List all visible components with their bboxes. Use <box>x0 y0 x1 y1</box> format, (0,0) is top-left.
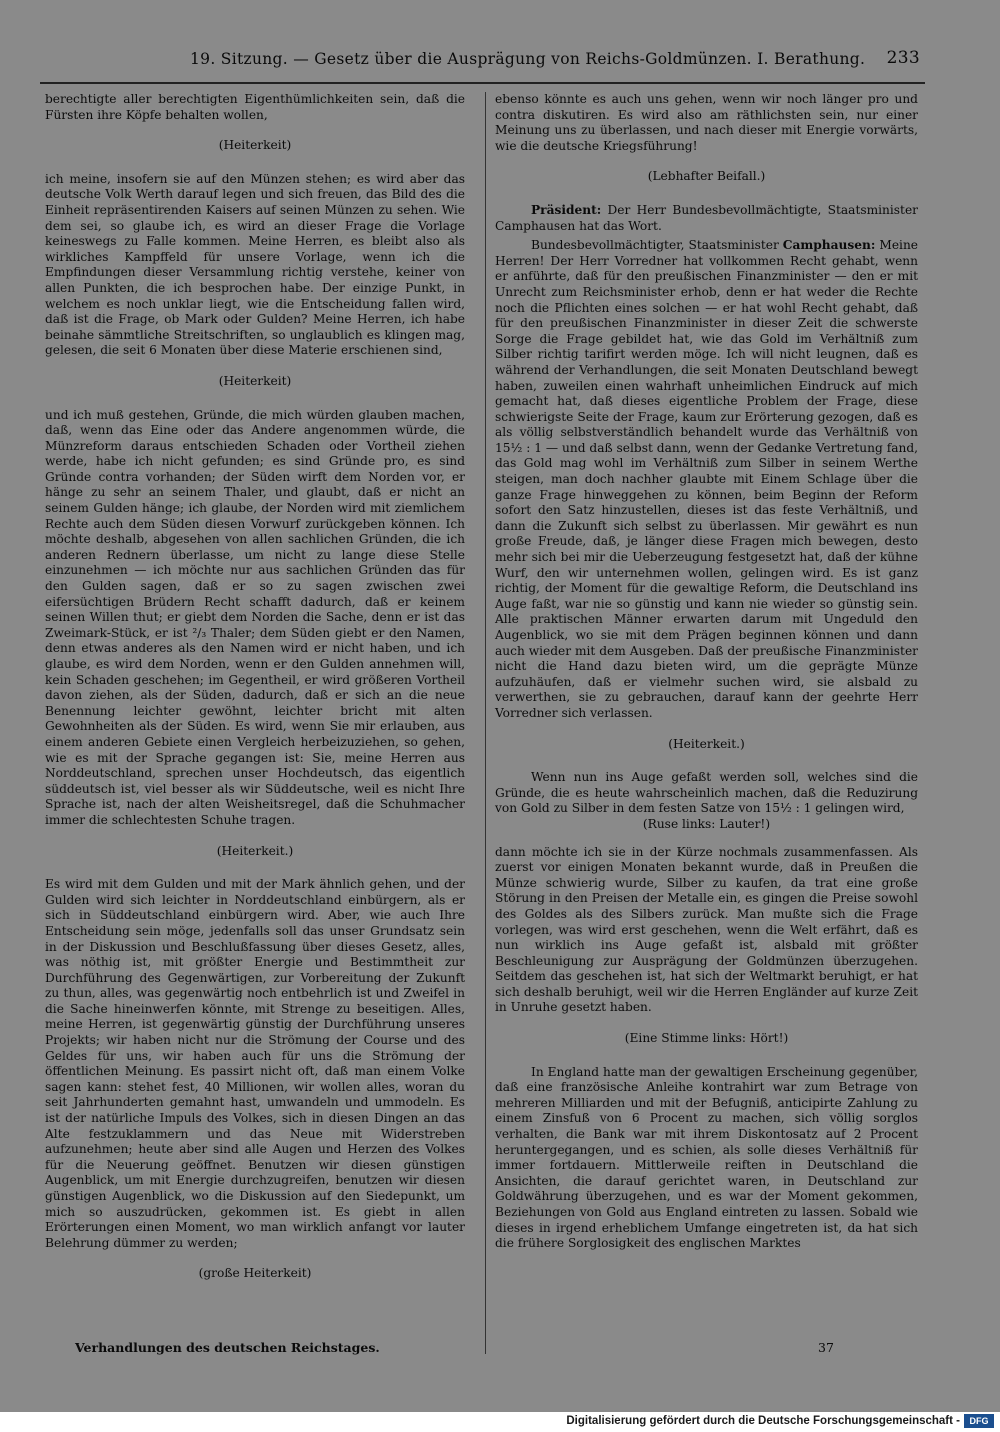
stage-direction: (große Heiterkeit) <box>198 1266 312 1281</box>
right-column <box>495 92 918 1252</box>
body-paragraph: und ich muß gestehen, Gründe, die mich würden glauben machen, daß, wenn das Eine oder das Andere angenommen würde, die Münzreform daraus entschieden Schaden oder Vortheil ziehen werde, habe ich nicht gefunden; es sind Gründe pro, es sind Gründe contra vorhanden; der Süden wirft dem Norden vor, er hänge zu sehr an seinem Thaler, und glaubt, daß er nicht an seinem Gulden hänge; ich glaube, der Norden wird mit ziemlichem Rechte auch dem Süden diesen Vorwurf zurückgeben können. Ich möchte deshalb, abgesehen von allen sachlichen Gründen, die ich anderen Rednern überlasse, um nicht zu lange diese Stelle einzunehmen — ich möchte nur aus sachlichen Gründen das für den Gulden sagen, daß er so zu sagen zwischen zwei eifersüchtigen Brüdern Recht schafft dadurch, daß er keinem seinen Willen thut; er giebt dem Norden die Sache, denn er ist das Zweimark-Stück, er ist ²/₃ Thaler; dem Süden giebt er den Namen, denn etwas anderes als den Namen wird er nicht haben, und ich glaube, es wird dem Norden, wenn er den Gulden annehmen will, kein Schaden geschehen; im Gegentheil, er wird größeren Vortheil davon ziehen, als der Süden, dadurch, daß er sich an die neue Benennung leichter gewöhnt, leichter bricht mit alten Gewohnheiten als der Süden. Es wird, wenn Sie mir erlauben, aus einem anderen Gebiete einen Vergleich herbeizuziehen, so gehen, wie es mit der Sprache gegangen ist: Sie, meine Herren aus Norddeutschland, sprechen unser Hochdeutsch, das eigentlich süddeutsch ist, viel besser als wir Süddeutsche, weil es nicht Ihre Sprache ist, nach der alten Weisheitsregel, daß die Schuhmacher immer die schlechtesten Schuhe tragen. <box>45 407 465 827</box>
dfg-credit-bar <box>0 1412 1000 1432</box>
column-separator <box>485 92 486 1354</box>
speech-paragraph <box>495 1065 918 1252</box>
stage-direction: (Heiterkeit.) <box>668 736 745 751</box>
header-rule <box>40 82 925 84</box>
stage-direction: (Heiterkeit) <box>218 373 292 388</box>
paragraph-text: Meine Herren! Der Herr Vorredner hat vollkommen Recht gehabt, wenn er anführte, daß für den preußischen Finanzminister — den er mit Unrecht zum Reichsminister erhob, denn er hat weder die Rechte noch die Pflichten eines solchen — er hat wohl Recht gehabt, daß für den preußischen Finanzminister in dieser Zeit die schwerste Sorge die Frage gebildet hat, wie das Gold im Verhältniß zum Silber richtig tarifirt werden möge. Ich will nicht leugnen, daß es während der Verhandlungen, die seit Monaten Deutschland bewegt haben, zuweilen einen wahrhaft unheimlichen Eindruck auf mich gemacht hat, daß dieses eigentliche Problem der Frage, diese schwierigste Seite der Frage, kaum zur Erörterung gezogen, daß es als völlig selbstverständlich behandelt wurde das Verhältniß von 15½ : 1 — und daß selbst dann, wenn der Gedanke Vertretung fand, das Gold mag wohl im Verhältniß zum Silber in seinem Werthe steigen, man doch nachher glaubte mit Einem Schlage über die ganze Frage hinweggehen zu können, beim Beginn der Reform sofort den Satz hinzustellen, dieses ist das feste Verhältniß, und dann die Zukunft sich selbst zu überlassen. Mir gewährt es nun große Freude, daß, je länger diese Fragen mich bewegen, desto mehr sich bei mir die Ueberzeugung festgesetzt hat, daß der kühne Wurf, den wir unternehmen wollen, gelingen wird. Es ist ganz richtig, der Moment für die gewaltige Reform, die Deutschland ins Auge faßt, war nie so günstig und kann nie wieder so günstig sein. Alle praktischen Männer erwarten darum mit Ungeduld den Augenblick, wo sie mit dem Prägen beginnen können und dann auch wieder mit dem Ausgeben. Daß der preußische Finanzminister nicht die Hand dazu bieten wird, um die geprägte Münze aufzuhäufen, daß er vielmehr suchen wird, sie alsbald zu verwerthen, sie zu gebrauchen, darauf kann der geehrte Herr Vorredner sich verlassen. <box>495 238 919 720</box>
paragraph-text: In England hatte man der gewaltigen Erscheinung gegenüber, daß eine französische Anleihe kontrahirt war zum Betrage von mehreren Milliarden und mit der Befugniß, anticipirte Zahlung zu einem Zinsfuß von 6 Procent zu machen, sich völlig sorglos verhalten, die Bank war mit ihrem Diskontosatz auf 2 Procent heruntergegangen, und es schien, als solle dieses Verhältniß für immer fortdauern. Mittlerweile reiften in Deutschland die Ansichten, die darauf gerichtet waren, in Deutschland zur Goldwährung überzugehen, und es war der Moment gekommen, Beziehungen von Gold aus England eintreten zu lassen. Sobald wie dieses in irgend erheblichem Umfange eingetreten ist, da hat sich die frühere Sorglosigkeit des englischen Marktes <box>495 1064 918 1251</box>
body-paragraph: berechtigte aller berechtigten Eigenthümlichkeiten sein, daß die Fürsten ihre Köpfe behalten wollen, <box>45 92 465 122</box>
stage-direction: (Heiterkeit.) <box>216 843 294 858</box>
stage-direction: (Ruse links: Lauter!) <box>642 816 771 831</box>
body-paragraph: dann möchte ich sie in der Kürze nochmals zusammenfassen. Als zuerst vor einigen Monaten bekannt wurde, daß in Preußen die Münze schwierig wurde, Silber zu kaufen, da trat eine große Störung in den Preisen der Metalle ein, es gingen die Preise sowohl des Goldes als des Silbers zurück. Man mußte sich die Frage vorlegen, was wird erst geschehen, wenn die Welt erfährt, daß es nun wirklich ins Auge gefaßt ist, alsbald mit größter Beschleunigung zur Ausprägung der Goldmünzen überzugehen. Seitdem das geschehen ist, hat sich der Weltmarkt beruhigt, er hat sich deshalb beruhigt, weil wir die Herren Engländer auf kurze Zeit in Unruhe gesetzt haben. <box>495 844 918 1015</box>
footer-sheet-number: 37 <box>818 1340 834 1355</box>
stage-direction: (Heiterkeit) <box>218 138 292 153</box>
stage-direction: (Lebhafter Beifall.) <box>647 169 766 184</box>
dfg-logo: DFG <box>964 1414 994 1428</box>
page-header <box>40 50 930 76</box>
speaker-name: Präsident: <box>531 202 602 217</box>
speech-paragraph <box>495 203 918 234</box>
paragraph-text: Der Herr Bundesbevollmächtigte, Staatsminister Camphausen hat das Wort. <box>495 202 918 233</box>
running-title: 19. Sitzung. — Gesetz über die Ausprägung von Reichs-Goldmünzen. I. Berathung. <box>190 50 866 68</box>
page-number: 233 <box>886 48 920 68</box>
speech-paragraph <box>495 770 918 817</box>
speaker-name: Camphausen: <box>782 238 876 253</box>
stage-direction: (Eine Stimme links: Hört!) <box>624 1031 789 1046</box>
speaker-title: Bundesbevollmächtigter, Staatsminister <box>531 238 783 253</box>
paragraph-text: Wenn nun ins Auge gefaßt werden soll, welches sind die Gründe, die es heute wahrscheinlich machen, daß die Reduzirung von Gold zu Silber in dem festen Satze von 15½ : 1 gelingen wird, <box>495 770 918 816</box>
body-paragraph: ebenso könnte es auch uns gehen, wenn wir noch länger pro und contra diskutiren. Es wird also am räthlichsten sein, nur einer Meinung uns zu überlassen, und nach dieser mit Energie vorwärts, wie die deutsche Kriegsführung! <box>495 92 918 153</box>
speech-paragraph <box>495 238 918 721</box>
body-paragraph: ich meine, insofern sie auf den Münzen stehen; es wird aber das deutsche Volk Werth darauf legen und sich freuen, das Bild des die Einheit repräsentirenden Kaisers auf seinen Münzen zu sehen. Wie dem sei, so glaube ich, es wird an dieser Frage die Vorlage keineswegs zu Falle kommen. Meine Herren, es bleibt also als wirkliches Kampffeld für unsere Vorlage, wenn ich die Empfindungen dieser Versammlung richtig verstehe, keiner von allen Punkten, die ich besprochen habe. Der einzige Punkt, in welchem es noch unklar liegt, wie die Entscheidung fallen wird, daß ist die Frage, ob Mark oder Gulden? Meine Herren, ich habe beinahe sämmtliche Streitschriften, so unglaublich es klingen mag, gelesen, die seit 6 Monaten über diese Materie erschienen sind, <box>45 171 465 358</box>
footer-publication: Verhandlungen des deutschen Reichstages. <box>75 1340 380 1355</box>
dfg-credit-text: Digitalisierung gefördert durch die Deutsche Forschungsgemeinschaft - <box>566 1415 960 1427</box>
left-column <box>45 92 465 1300</box>
body-paragraph: Es wird mit dem Gulden und mit der Mark ähnlich gehen, und der Gulden wird sich leichter in Norddeutschland einbürgern, als er sich in Süddeutschland einbürgern wird. Aber, wie auch Ihre Entscheidung sein möge, jedenfalls soll das unser Grundsatz sein in der Diskussion und Beschlußfassung über dieses Gesetz, alles, was nöthig ist, mit größter Energie und Bestimmtheit zur Durchführung des Gegenwärtigen, zur Vorbereitung der Zukunft zu thun, alles, was gegenwärtig noch entbehrlich ist und Zweifel in die Sache hineinwerfen könnte, mit Strenge zu beseitigen. Alles, meine Herren, ist gegenwärtig günstig der Durchführung unseres Projekts; wir haben nicht nur die Strömung der Course und des Geldes für uns, wir haben auch für uns die Strömung der öffentlichen Meinung. Es passirt nicht oft, daß man einem Volke sagen kann: stehet fest, 40 Millionen, wir wollen alles, woran du seit Jahrhunderten gemahnt hast, umwandeln und ummodeln. Es ist der natürliche Impuls des Volkes, sich in diesen Dingen an das Alte festzuklammern und das Neue mit Widerstreben aufzunehmen; heute aber sind alle Augen und Herzen des Volkes für die Neuerung geöffnet. Benutzen wir diesen günstigen Augenblick, um mit Energie durchzugreifen, benutzen wir diesen günstigen Augenblick, wo die Diskussion auf den Siedepunkt, um mich so auszudrücken, gekommen ist. Es giebt in allen Erörterungen einen Moment, wo man wirklich anfangt vor lauter Belehrung dümmer zu werden; <box>45 877 465 1250</box>
